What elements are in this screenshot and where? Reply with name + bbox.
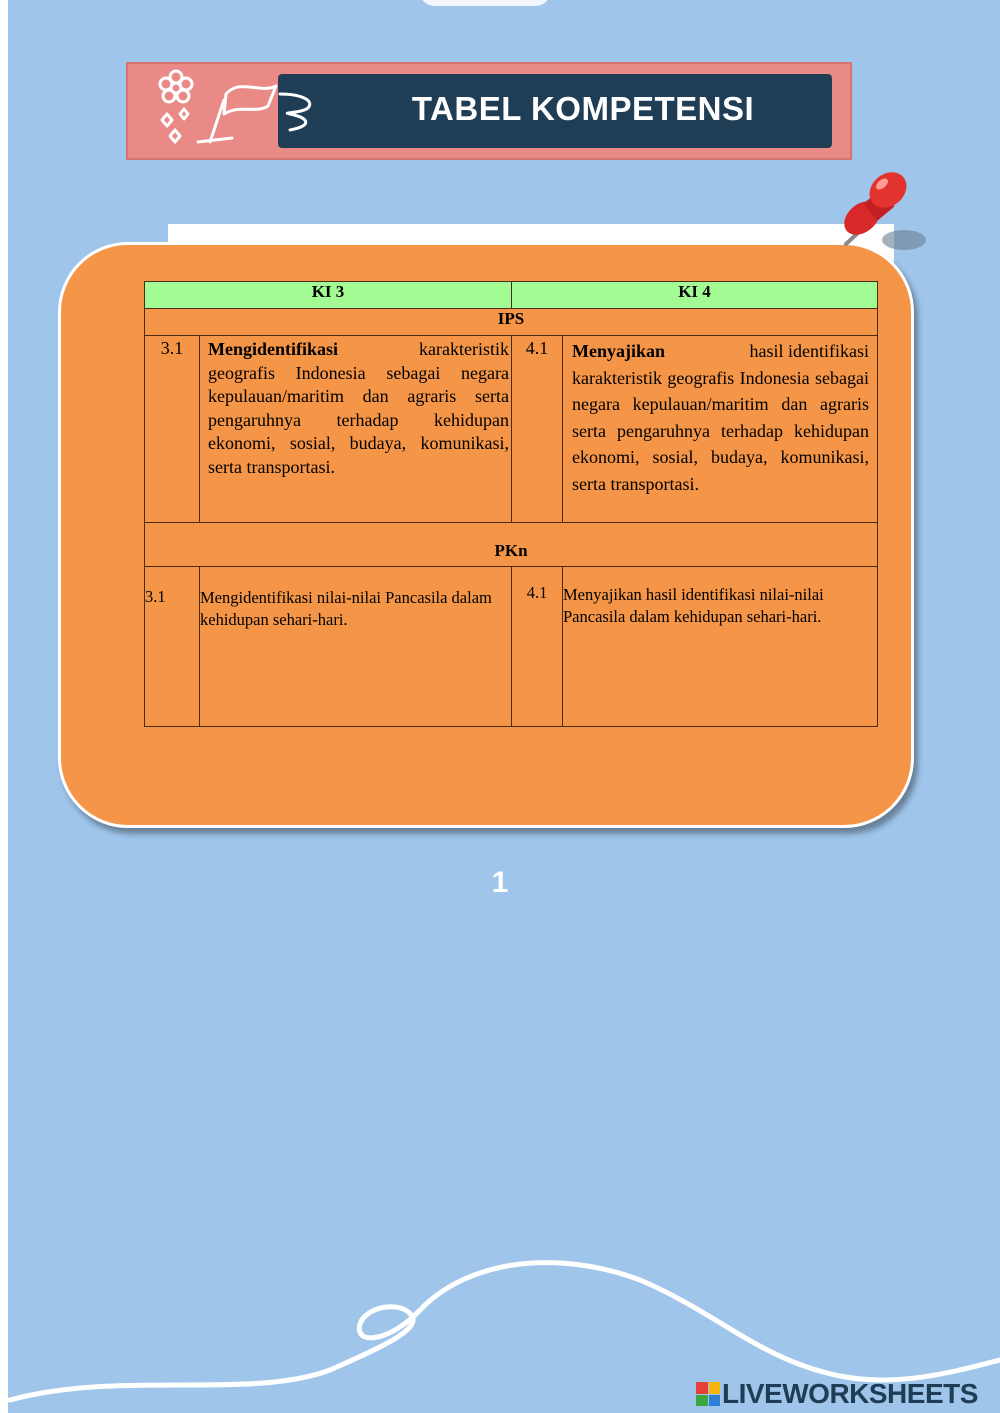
table-row — [145, 336, 878, 523]
table-row — [145, 567, 878, 727]
page-number: 1 — [491, 866, 509, 899]
brand-name: LIVEWORKSHEETS — [722, 1378, 978, 1409]
ki3-first-line — [208, 338, 509, 362]
page-title: TABEL KOMPETENSI — [411, 90, 755, 127]
column-header-ki3: KI 3 — [145, 282, 512, 309]
ki3-verb: Mengidentifikasi — [208, 339, 339, 359]
ki4-number: 4.1 — [512, 336, 563, 523]
ki4-competency — [563, 336, 878, 523]
subject-row-pkn — [145, 523, 878, 567]
ki3-text: geografis Indonesia sebagai negara kepulauan/maritim dan agraris serta pengaruhnya terhadap kehidupan ekonomi, sosial, budaya, komunikasi, serta transportasi. — [208, 362, 509, 477]
ki4-first-line-rest: hasil identifikasi — [749, 341, 869, 361]
subject-label: PKn — [145, 523, 878, 567]
ki4-number: 4.1 — [512, 567, 563, 727]
liveworksheets-logo-icon — [696, 1382, 720, 1406]
top-decoration — [420, 0, 550, 6]
ki3-number: 3.1 — [145, 567, 200, 727]
ki3-first-line-rest: karakteristik — [419, 339, 509, 359]
subject-row-ips — [145, 309, 878, 336]
ki3-number: 3.1 — [145, 336, 200, 523]
column-header-ki4: KI 4 — [512, 282, 878, 309]
ki4-verb: Menyajikan — [572, 341, 666, 361]
ki4-competency: Menyajikan hasil identifikasi nilai-nilai Pancasila dalam kehidupan sehari-hari. — [563, 567, 878, 727]
ki4-text: karakteristik geografis Indonesia sebagai negara kepulauan/maritim dan agraris serta pengaruhnya terhadap kehidupan ekonomi, sosial, budaya, komunikasi, serta transportasi. — [572, 367, 869, 494]
subject-label: IPS — [145, 309, 878, 336]
brand-watermark — [696, 1378, 978, 1410]
ki4-first-line — [572, 338, 869, 365]
ki3-competency — [200, 336, 512, 523]
competency-table — [144, 281, 878, 727]
ki3-competency: Mengidentifikasi nilai-nilai Pancasila dalam kehidupan sehari-hari. — [200, 567, 512, 727]
push-pin-icon — [826, 168, 936, 258]
table-header-row — [145, 282, 878, 309]
